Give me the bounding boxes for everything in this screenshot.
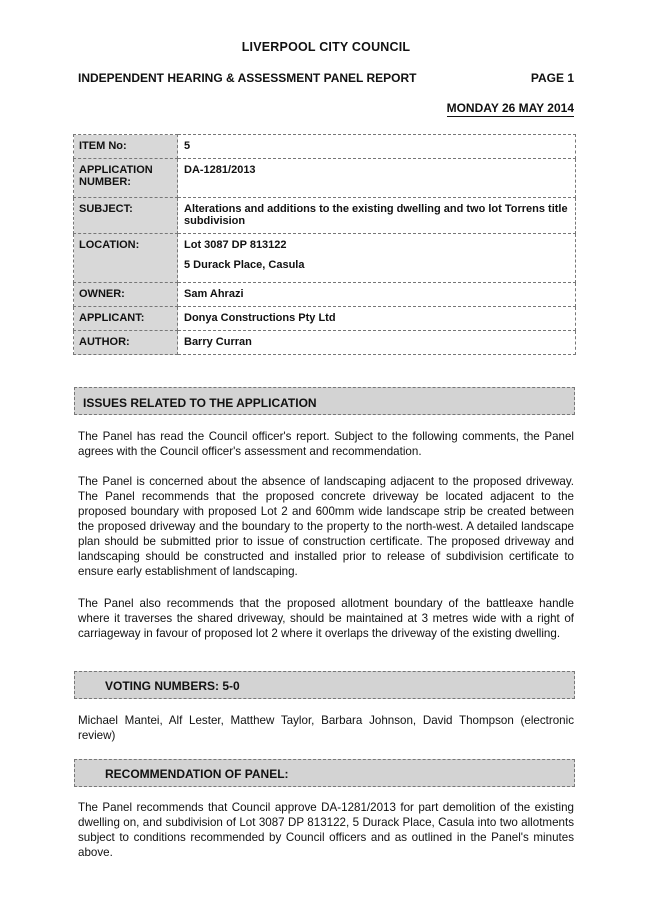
row-label: ITEM No: — [74, 135, 178, 159]
meeting-date: MONDAY 26 MAY 2014 — [446, 101, 574, 115]
row-label: LOCATION: — [74, 234, 178, 283]
report-header — [78, 71, 574, 85]
table-row — [74, 331, 576, 355]
issues-paragraph-2: The Panel is concerned about the absence of landscaping adjacent to the proposed driveway. The Panel recommends that the proposed concrete driveway be located adjacent to the proposed boundary with proposed Lot 2 and 600mm wide landscape strip be created between the proposed driveway and the boundary to the property to the north-west. A detailed landscape plan should be submitted prior to issue of construction certificate. The proposed driveway and landscaping should be constructed and installed prior to release of subdivision certificate to ensure early establishment of landscaping. — [78, 475, 574, 578]
table-row — [74, 135, 576, 159]
row-value: 5 — [178, 135, 576, 159]
row-value: Sam Ahrazi — [178, 283, 576, 307]
issues-heading: ISSUES RELATED TO THE APPLICATION — [74, 387, 575, 415]
row-value: Donya Constructions Pty Ltd — [178, 307, 576, 331]
voting-heading: VOTING NUMBERS: 5-0 — [74, 671, 575, 699]
table-row — [74, 283, 576, 307]
row-value: Barry Curran — [178, 331, 576, 355]
row-label: AUTHOR: — [74, 331, 178, 355]
row-label: APPLICANT: — [74, 307, 178, 331]
row-label: OWNER: — [74, 283, 178, 307]
recommendation-heading: RECOMMENDATION OF PANEL: — [74, 759, 575, 787]
issues-paragraph-1: The Panel has read the Council officer's report. Subject to the following comments, the Panel agrees with the Council officer's assessment and recommendation. — [78, 430, 574, 458]
row-value: Lot 3087 DP 813122 5 Durack Place, Casula — [178, 234, 576, 283]
row-label: SUBJECT: — [74, 198, 178, 234]
recommendation-text: The Panel recommends that Council approve DA-1281/2013 for part demolition of the existing dwelling on, and subdivision of Lot 3087 DP 813122, 5 Durack Place, Casula into two allotments subject to conditions recommended by Council officers and as outlined in the Panel's minutes above. — [78, 801, 574, 859]
page-number: PAGE 1 — [530, 71, 574, 85]
issues-paragraph-3: The Panel also recommends that the proposed allotment boundary of the battleaxe handle where it traverses the shared driveway, should be maintained at 3 metres wide with a right of carriageway in favour of proposed lot 2 where it overlaps the driveway of the existing dwelling. — [78, 597, 574, 640]
application-info-table — [73, 134, 576, 355]
table-row — [74, 234, 576, 283]
row-value: DA-1281/2013 — [178, 159, 576, 198]
row-label: APPLICATION NUMBER: — [74, 159, 178, 198]
report-title: INDEPENDENT HEARING & ASSESSMENT PANEL REPORT — [78, 71, 417, 85]
table-row — [74, 198, 576, 234]
table-row — [74, 307, 576, 331]
table-row — [74, 159, 576, 198]
council-name: LIVERPOOL CITY COUNCIL — [241, 40, 411, 54]
row-value: Alterations and additions to the existing dwelling and two lot Torrens title subdivision — [178, 198, 576, 234]
voting-members: Michael Mantei, Alf Lester, Matthew Taylor, Barbara Johnson, David Thompson (electronic review) — [78, 714, 574, 742]
